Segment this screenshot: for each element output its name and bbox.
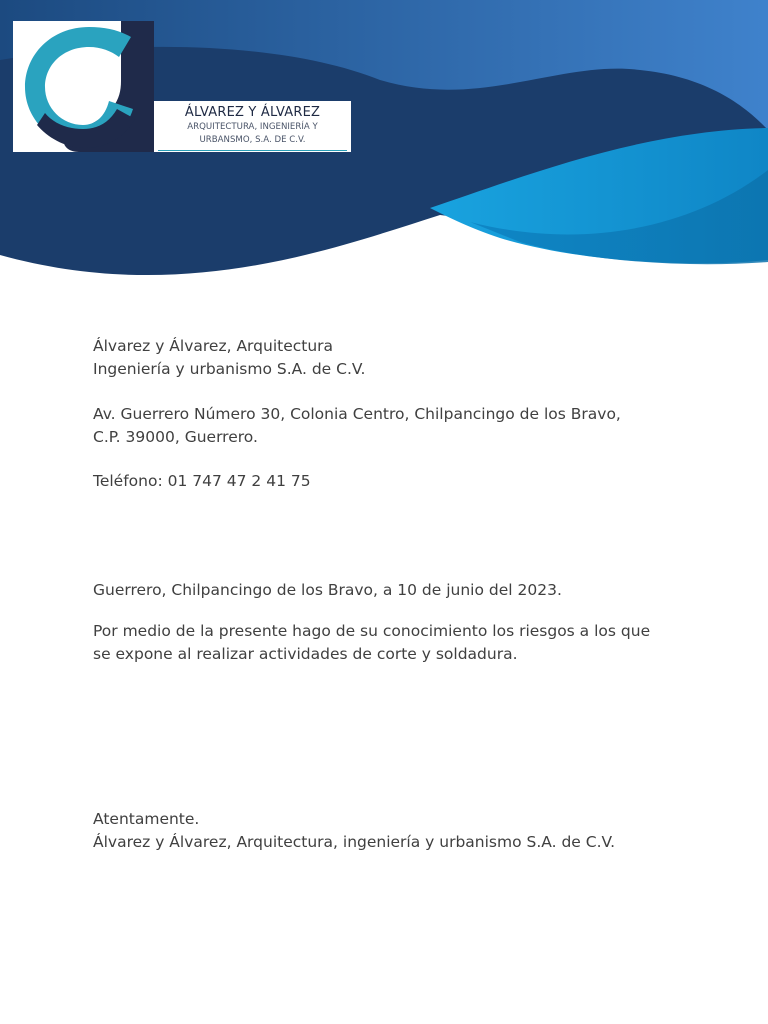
sender-name-line2: Ingeniería y urbanismo S.A. de C.V.	[93, 360, 366, 378]
company-wordmark	[154, 101, 351, 152]
closing-line: Atentamente.	[93, 810, 200, 828]
signature-line: Álvarez y Álvarez, Arquitectura, ingeniería y urbanismo S.A. de C.V.	[93, 833, 616, 851]
letter-body	[93, 620, 693, 666]
body-line2: se expone al realizar actividades de corte y soldadura.	[93, 645, 518, 663]
date-line: Guerrero, Chilpancingo de los Bravo, a 10 de junio del 2023.	[93, 581, 562, 599]
sender-phone	[93, 470, 693, 493]
address-line1: Av. Guerrero Número 30, Colonia Centro, Chilpancingo de los Bravo,	[93, 405, 621, 423]
sender-block	[93, 335, 693, 381]
wordmark-underline	[158, 150, 347, 152]
company-logo-name: ÁLVAREZ Y ÁLVAREZ	[184, 105, 321, 120]
company-logo-subtitle-line1: ARQUITECTURA, INGENIERÍA Y	[187, 122, 318, 132]
address-line2: C.P. 39000, Guerrero.	[93, 428, 258, 446]
letter-date	[93, 579, 693, 602]
body-line1: Por medio de la presente hago de su conocimiento los riesgos a los que	[93, 622, 651, 640]
letter-closing	[93, 808, 693, 854]
sender-address	[93, 403, 693, 449]
sender-name-line1: Álvarez y Álvarez, Arquitectura	[93, 337, 334, 355]
phone-line: Teléfono: 01 747 47 2 41 75	[93, 472, 311, 490]
company-logo-subtitle-line2: URBANSMO, S.A. DE C.V.	[199, 135, 306, 145]
company-logo	[13, 21, 154, 152]
